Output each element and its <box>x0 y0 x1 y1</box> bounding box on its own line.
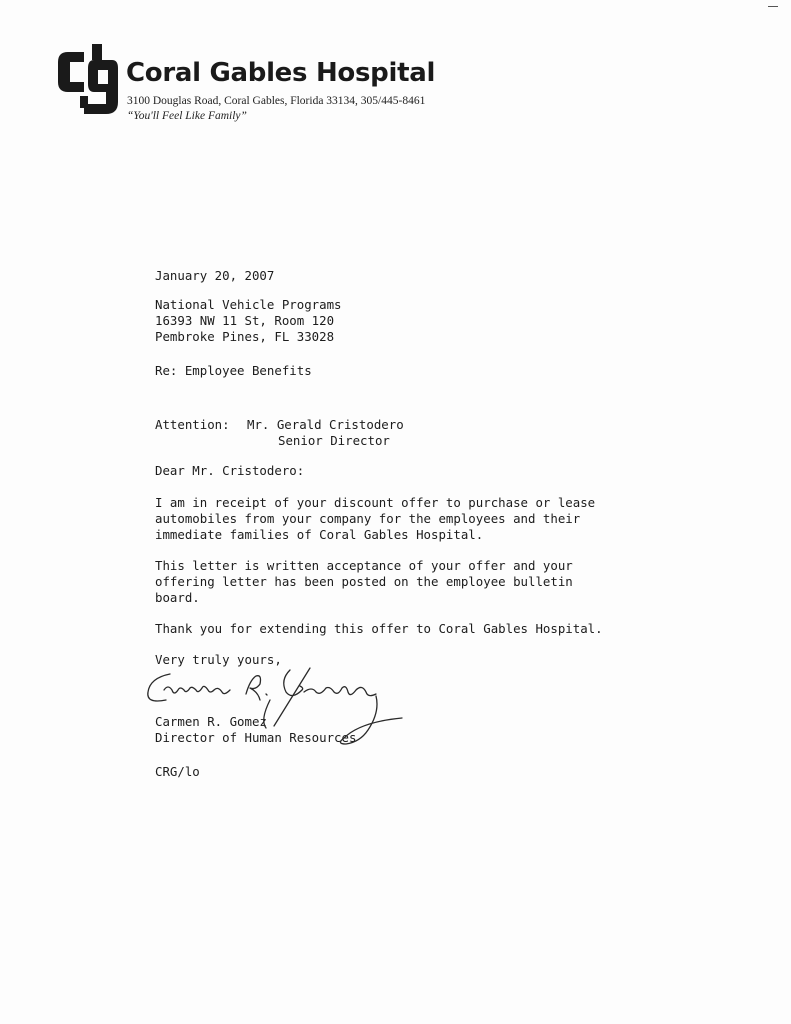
paragraph2-line2: offering letter has been posted on the employee bulletin <box>155 574 573 589</box>
hospital-name: Coral Gables Hospital <box>126 58 436 88</box>
hospital-tagline: “You'll Feel Like Family” <box>127 110 247 122</box>
subject-line: Re: Employee Benefits <box>155 363 312 378</box>
paragraph1-line1: I am in receipt of your discount offer to purchase or lease <box>155 495 596 510</box>
attention-title: Senior Director <box>278 433 390 448</box>
signer-name: Carmen R. Gomez <box>155 714 267 729</box>
handwritten-signature <box>140 660 420 760</box>
paragraph1-line2: automobiles from your company for the employees and their <box>155 511 581 526</box>
recipient-street: 16393 NW 11 St, Room 120 <box>155 313 335 328</box>
signer-title: Director of Human Resources <box>155 730 357 745</box>
reference-initials: CRG/lo <box>155 764 200 779</box>
closing: Very truly yours, <box>155 652 282 667</box>
paragraph2-line1: This letter is written acceptance of your offer and your <box>155 558 573 573</box>
attention-name: Mr. Gerald Cristodero <box>247 417 404 432</box>
scan-mark <box>768 6 778 7</box>
paragraph1-line3: immediate families of Coral Gables Hospital. <box>155 527 484 542</box>
salutation: Dear Mr. Cristodero: <box>155 463 305 478</box>
attention-label: Attention: <box>155 417 230 432</box>
letter-date: January 20, 2007 <box>155 268 275 283</box>
paragraph2-line3: board. <box>155 590 200 605</box>
hospital-address: 3100 Douglas Road, Coral Gables, Florida 33134, 305/445-8461 <box>127 95 426 107</box>
recipient-company: National Vehicle Programs <box>155 297 342 312</box>
hospital-logo-icon <box>54 44 120 116</box>
recipient-city: Pembroke Pines, FL 33028 <box>155 329 335 344</box>
paragraph3: Thank you for extending this offer to Coral Gables Hospital. <box>155 621 603 636</box>
